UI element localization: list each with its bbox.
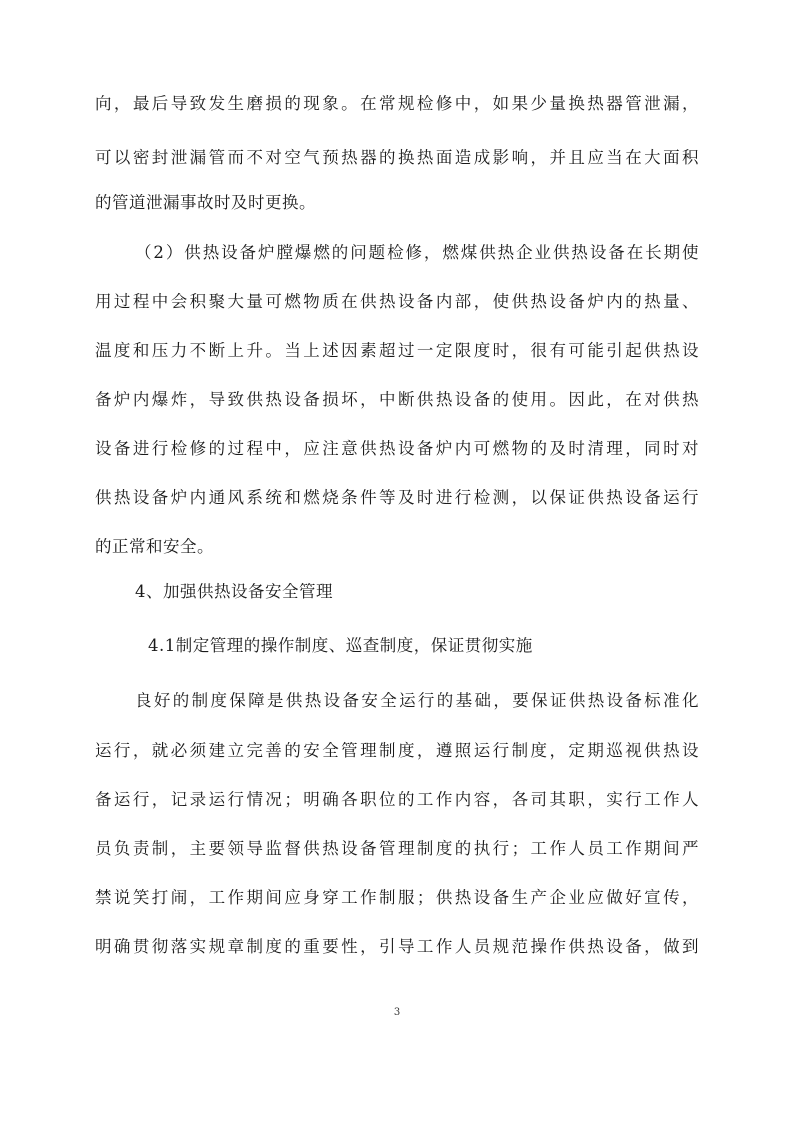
section-heading: 4、加强供热设备安全管理 <box>135 582 333 601</box>
paragraph-line: 运行，就必须建立完善的安全管理制度，遵照运行制度，定期巡视供热设 <box>95 741 699 760</box>
paragraph-line: 用过程中会积聚大量可燃物质在供热设备内部，使供热设备炉内的热量、 <box>95 292 699 311</box>
paragraph-line: 明确贯彻落实规章制度的重要性，引导工作人员规范操作供热设备，做到 <box>95 937 699 956</box>
paragraph-line: 员负责制，主要领导监督供热设备管理制度的执行；工作人员工作期间严 <box>95 839 699 858</box>
paragraph-line: 供热设备炉内通风系统和燃烧条件等及时进行检测，以保证供热设备运行 <box>95 488 699 507</box>
paragraph-line: 的正常和安全。 <box>95 537 214 556</box>
paragraph-line: 可以密封泄漏管而不对空气预热器的换热面造成影响，并且应当在大面积 <box>95 148 699 167</box>
page-number: 3 <box>393 1007 401 1018</box>
paragraph-line: （2）供热设备炉膛爆燃的问题检修，燃煤供热企业供热设备在长期使 <box>135 243 699 262</box>
subsection-heading: 4.1制定管理的操作制度、巡查制度，保证贯彻实施 <box>148 636 533 655</box>
paragraph-line: 备运行，记录运行情况；明确各职位的工作内容，各司其职，实行工作人 <box>95 790 699 809</box>
paragraph-line: 备炉内爆炸，导致供热设备损坏，中断供热设备的使用。因此，在对供热 <box>95 390 699 409</box>
paragraph-line: 设备进行检修的过程中，应注意供热设备炉内可燃物的及时清理，同时对 <box>95 439 699 458</box>
paragraph-line: 禁说笑打闹，工作期间应身穿工作制服；供热设备生产企业应做好宣传， <box>95 888 699 907</box>
paragraph-line: 温度和压力不断上升。当上述因素超过一定限度时，很有可能引起供热设 <box>95 341 699 360</box>
paragraph-line: 向，最后导致发生磨损的现象。在常规检修中，如果少量换热器管泄漏， <box>95 94 699 113</box>
paragraph-line: 的管道泄漏事故时及时更换。 <box>95 193 316 212</box>
paragraph-line: 良好的制度保障是供热设备安全运行的基础，要保证供热设备标准化 <box>135 691 699 710</box>
